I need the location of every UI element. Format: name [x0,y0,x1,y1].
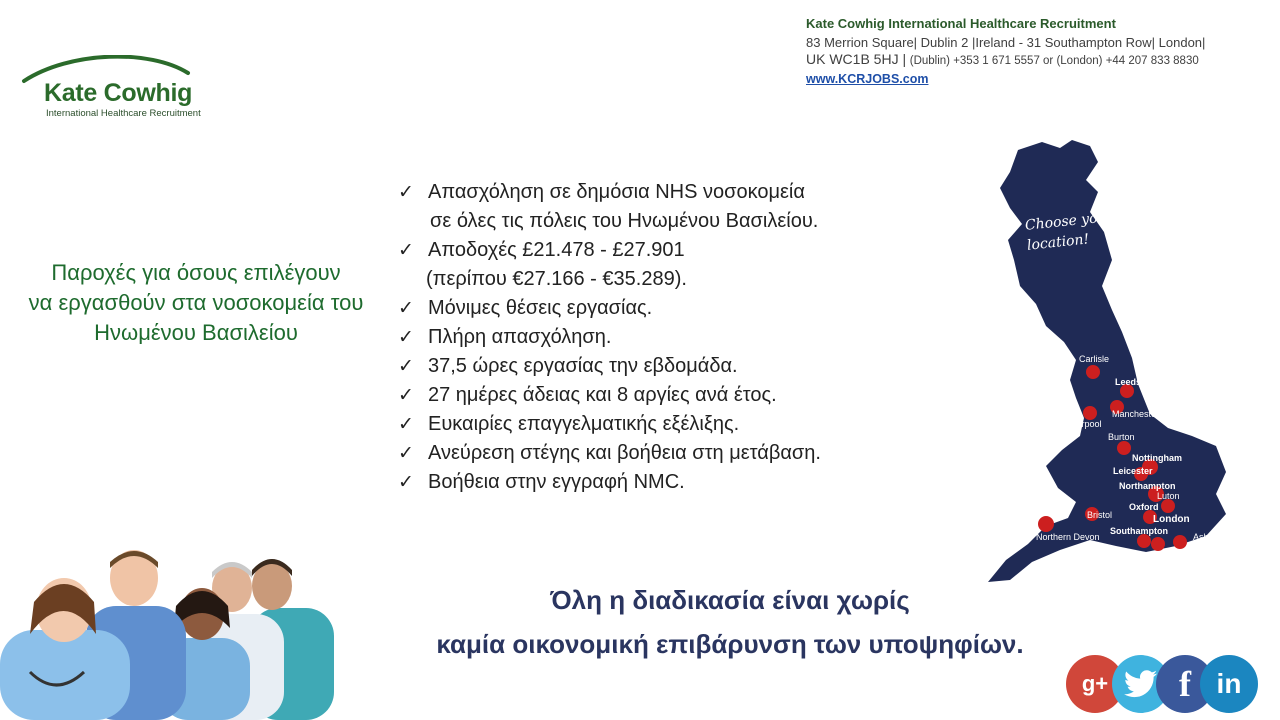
address-line-1: 83 Merrion Square| Dublin 2 |Ireland - 31 Southampton Row| London| [806,35,1206,50]
company-logo [20,55,220,125]
city-label-brighton[interactable]: Brighton [1184,546,1218,556]
no-cost-line: Όλη η διαδικασία είναι χωρίς [550,585,910,615]
check-icon: ✓ [398,414,414,435]
city-label-southampton[interactable]: Southampton [1110,526,1168,536]
no-cost-line: καμία οικονομική επιβάρυνση των υποψηφίων. [436,629,1024,659]
logo-name: Kate Cowhig [44,79,193,107]
list-item [398,352,918,381]
map-callout-line: Choose your preferred [1024,201,1187,234]
list-item-continuation: (περίπου €27.166 - €35.289). [426,268,687,290]
check-icon: ✓ [398,443,414,464]
city-label-london[interactable]: London [1153,514,1190,525]
city-label-northern-devon[interactable]: Northern Devon [1036,532,1100,542]
list-item-continuation: σε όλες τις πόλεις του Ηνωμένου Βασιλείου. [430,210,819,232]
list-item-text: Μόνιμες θέσεις εργασίας. [428,297,653,319]
city-label-carlisle[interactable]: Carlisle [1079,354,1110,364]
facebook-icon[interactable]: f [1156,655,1214,713]
no-cost-message [380,578,1080,666]
city-label-leicester[interactable]: Leicester [1113,466,1153,476]
contact-header [806,16,1276,88]
list-item [398,468,918,497]
address-line-2 [806,51,1276,70]
logo-subtitle: International Healthcare Recruitment [46,108,201,119]
list-item [398,381,918,410]
healthcare-team-photo [0,548,340,720]
list-item-text: Ανεύρεση στέγης και βοήθεια στη μετάβαση. [428,442,821,464]
city-label-oxford[interactable]: Oxford [1129,502,1159,512]
city-label-bristol[interactable]: Bristol [1087,510,1113,520]
google-plus-icon[interactable]: g+ [1066,655,1124,713]
city-label-manchester[interactable]: Manchester [1112,409,1160,419]
city-label-nottingham[interactable]: Nottingham [1132,453,1182,463]
benefits-heading-line: Παροχές για όσους επιλέγουν [51,260,341,285]
benefits-heading-line: Ηνωμένου Βασιλείου [94,320,298,345]
uk-map [980,136,1240,586]
list-item-text: 27 ημέρες άδειας και 8 αργίες ανά έτος. [428,384,777,406]
check-icon: ✓ [398,182,414,203]
website-link[interactable]: www.KCRJOBS.com [806,72,929,86]
check-icon: ✓ [398,298,414,319]
check-icon: ✓ [398,240,414,261]
city-label-burton[interactable]: Burton [1108,432,1135,442]
twitter-bird-icon [1124,670,1158,698]
city-label-liverpool[interactable]: Liverpool [1065,419,1102,429]
phone-numbers: (Dublin) +353 1 671 5557 or (London) +44 207 833 8830 [909,55,1199,67]
list-item-text: Απασχόληση σε δημόσια NHS νοσοκομεία [428,181,805,203]
list-item [398,410,918,439]
check-icon: ✓ [398,356,414,377]
healthcare-team-illustration [0,548,340,720]
list-item-text: Ευκαιρίες επαγγελματικής εξέλιξης. [428,413,740,435]
city-label-ashford[interactable]: Ashford [1193,532,1225,542]
address-postcode: UK WC1B 5HJ | [806,51,907,67]
linkedin-icon[interactable]: in [1200,655,1258,713]
check-icon: ✓ [398,385,414,406]
list-item [398,236,918,265]
list-item-text: Αποδοχές £21.478 - £27.901 [428,239,685,261]
list-item-text: 37,5 ώρες εργασίας την εβδομάδα. [428,355,738,377]
list-item-text: Πλήρη απασχόληση. [428,326,612,348]
check-icon: ✓ [398,327,414,348]
company-name: Kate Cowhig International Healthcare Recruitment [806,16,1116,31]
list-item [398,294,918,323]
city-label-portsmouth[interactable]: Portsmouth [1116,550,1167,560]
benefits-heading-line: να εργασθούν στα νοσοκομεία του [28,290,364,315]
list-item-text: Βοήθεια στην εγγραφή NMC. [428,471,685,493]
list-item [398,439,918,468]
city-label-northampton[interactable]: Northampton [1119,481,1176,491]
check-icon: ✓ [398,472,414,493]
list-item [398,178,918,207]
city-label-leeds[interactable]: Leeds [1115,377,1142,387]
benefits-heading [0,258,392,348]
list-item [398,323,918,352]
benefits-list [398,178,918,497]
city-label-luton[interactable]: Luton [1157,491,1180,501]
map-callout-line: location! [1026,231,1090,254]
